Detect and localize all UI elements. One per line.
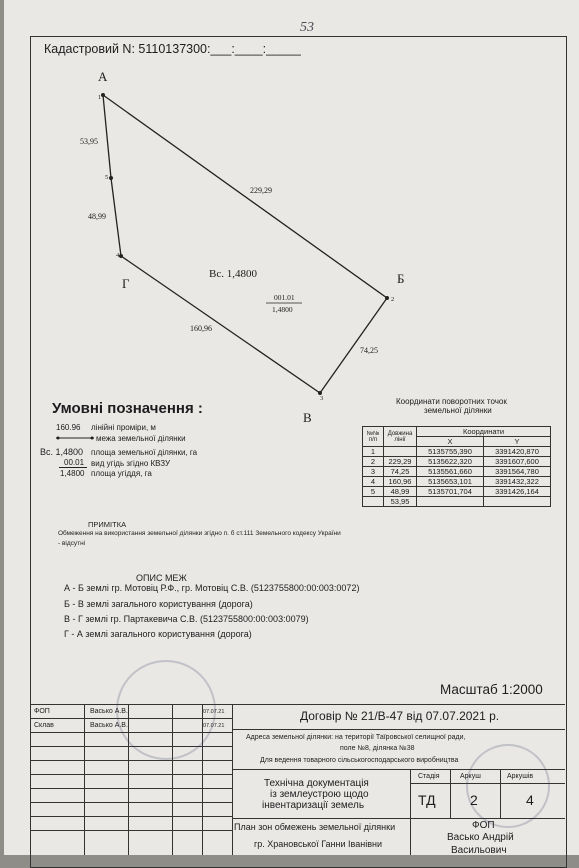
coords-row (363, 497, 551, 507)
coords-cell-n (363, 497, 384, 507)
name-1: Васько А.В. (90, 708, 128, 715)
dimension-label: 229,29 (250, 186, 272, 195)
coords-title1: Координати поворотних точок (396, 397, 507, 406)
cadastral-number: Кадастровий N: 5110137300:___:____:_____ (44, 42, 301, 56)
coords-header-coordinates: Координати (417, 427, 551, 437)
sheet-header: Аркуш (460, 773, 481, 780)
note-text: Обмеження на використання земельної ділянки згідно п. б ст.111 Земельного кодексу України (58, 530, 341, 537)
doc-line-1: Технічна документація (264, 778, 369, 789)
coords-cell-x: 5135701,704 (417, 487, 484, 497)
vertex-number: 5 (105, 174, 109, 181)
borders-title: ОПИС МЕЖ (136, 573, 187, 583)
stage-header: Стадія (418, 773, 440, 780)
legend-measure-value: 160.96 (56, 423, 81, 432)
coords-cell-len: 53,95 (384, 497, 417, 507)
coords-cell-len: 160,96 (384, 477, 417, 487)
legend-code-text2: площа угіддя, га (91, 469, 152, 478)
scale-label: Масштаб 1:2000 (440, 682, 543, 697)
note-title: ПРИМІТКА (88, 520, 127, 529)
sheets-value: 4 (526, 792, 534, 808)
contract: Договір № 21/В-47 від 07.07.2021 р. (300, 709, 500, 723)
fop-name-2: Васильович (451, 845, 507, 856)
legend-area-text: площа земельної ділянки, га (91, 448, 198, 457)
coords-cell-y: 3391426,164 (484, 487, 551, 497)
dimension-label: 160,96 (190, 324, 212, 333)
legend-code-bottom: 1,4800 (60, 469, 85, 478)
area-label: Вс. 1,4800 (209, 268, 257, 280)
legend-area-value: Вс. 1,4800 (40, 447, 84, 457)
parcel-boundary (103, 95, 387, 393)
plan-line-2: гр. Храновської Ганни Іванівни (254, 839, 382, 849)
point-label-g: Г (122, 276, 130, 291)
document-sheet (4, 0, 579, 855)
role-2: Склав (34, 722, 54, 729)
legend-boundary-text: межа земельної ділянки (96, 434, 186, 443)
vertex-number: 1 (98, 94, 102, 101)
parcel-plan (4, 0, 579, 420)
coords-header-number: №№ п/п (363, 427, 384, 447)
coords-row (363, 487, 551, 497)
coords-cell-y: 3391420,870 (484, 447, 551, 457)
coords-header-x: X (417, 437, 484, 447)
parcel-area: 1,4800 (272, 305, 293, 314)
coords-cell-n: 2 (363, 457, 384, 467)
round-stamp (116, 660, 216, 760)
date-1: 07.07.21 (203, 709, 225, 715)
coords-header-y: Y (484, 437, 551, 447)
stage-value: ТД (418, 792, 436, 808)
coords-header-length: Довжина лінії (384, 427, 417, 447)
legend-code-top: 00.01 (64, 458, 85, 467)
coords-cell-len: 229,29 (384, 457, 417, 467)
dimension-label: 53,95 (80, 137, 98, 146)
point-label-v: В (303, 410, 312, 425)
coords-cell-y: 3391432,322 (484, 477, 551, 487)
vertex-number: 2 (391, 296, 395, 303)
coords-cell-x (417, 497, 484, 507)
name-2: Васько А.В. (90, 722, 128, 729)
address-3: Для ведення товарного сільськогосподарського виробництва (260, 757, 459, 764)
coords-row (363, 457, 551, 467)
dimension-label: 74,25 (360, 346, 378, 355)
border-line: А - Б землі гр. Мотовіц Р.Ф., гр. Мотовіц С.В. (5123755800:00:003:0072) (64, 583, 360, 593)
point-label-a: А (98, 69, 108, 84)
legend-measure-text: лінійні проміри, м (91, 423, 156, 432)
vertex-number: 4 (116, 252, 120, 259)
boundary-line-symbol (56, 434, 96, 442)
coords-cell-len: 74,25 (384, 467, 417, 477)
coords-cell-len: 48,99 (384, 487, 417, 497)
doc-line-2: із землеустрою щодо (270, 789, 369, 800)
coords-row (363, 447, 551, 457)
coordinates-table (362, 426, 551, 507)
round-stamp (466, 744, 550, 828)
sheets-header: Аркушів (507, 773, 534, 780)
coords-cell-y: 3391607,600 (484, 457, 551, 467)
coords-cell-x: 5135561,660 (417, 467, 484, 477)
fop-name-1: Васько Андрій (447, 832, 514, 843)
legend-code-divider (59, 467, 87, 468)
coords-cell-n: 3 (363, 467, 384, 477)
plan-line-1: План зон обмежень земельної ділянки (234, 822, 396, 832)
page-number: 53 (300, 20, 314, 35)
doc-line-3: інвентаризації земель (262, 800, 365, 811)
vertex-number: 3 (320, 395, 324, 402)
parcel-code: 001.01 (274, 293, 295, 302)
coords-cell-n: 5 (363, 487, 384, 497)
address-2: поле №8, ділянка №38 (340, 745, 415, 752)
legend-code-text1: вид угідь згідно КВЗУ (91, 459, 171, 468)
coords-title2: земельної ділянки (424, 406, 492, 415)
border-line: Б - В землі загального користування (дорога) (64, 599, 253, 609)
coords-cell-y: 3391564,780 (484, 467, 551, 477)
border-line: Г - А землі загального користування (дорога) (64, 629, 252, 639)
coords-cell-n: 4 (363, 477, 384, 487)
coords-cell-n: 1 (363, 447, 384, 457)
coords-cell-x: 5135653,101 (417, 477, 484, 487)
coords-cell-len (384, 447, 417, 457)
address-1: Адреса земельної ділянки: на території Таїровської селищної ради, (246, 734, 466, 741)
coords-row (363, 477, 551, 487)
coords-cell-y (484, 497, 551, 507)
coords-cell-x: 5135622,320 (417, 457, 484, 467)
coords-cell-x: 5135755,390 (417, 447, 484, 457)
fop-label: ФОП (472, 820, 495, 831)
sheet-value: 2 (470, 792, 478, 808)
note-text2: - відсутні (58, 540, 86, 547)
point-label-b: Б (397, 271, 405, 286)
border-line: В - Г землі гр. Партакевича С.В. (5123755800:00:003:0079) (64, 614, 309, 624)
role-1: ФОП (34, 708, 50, 715)
date-2: 07.07.21 (203, 723, 225, 729)
legend-title: Умовні позначення : (52, 400, 203, 417)
dimension-label: 48,99 (88, 212, 106, 221)
coords-row (363, 467, 551, 477)
